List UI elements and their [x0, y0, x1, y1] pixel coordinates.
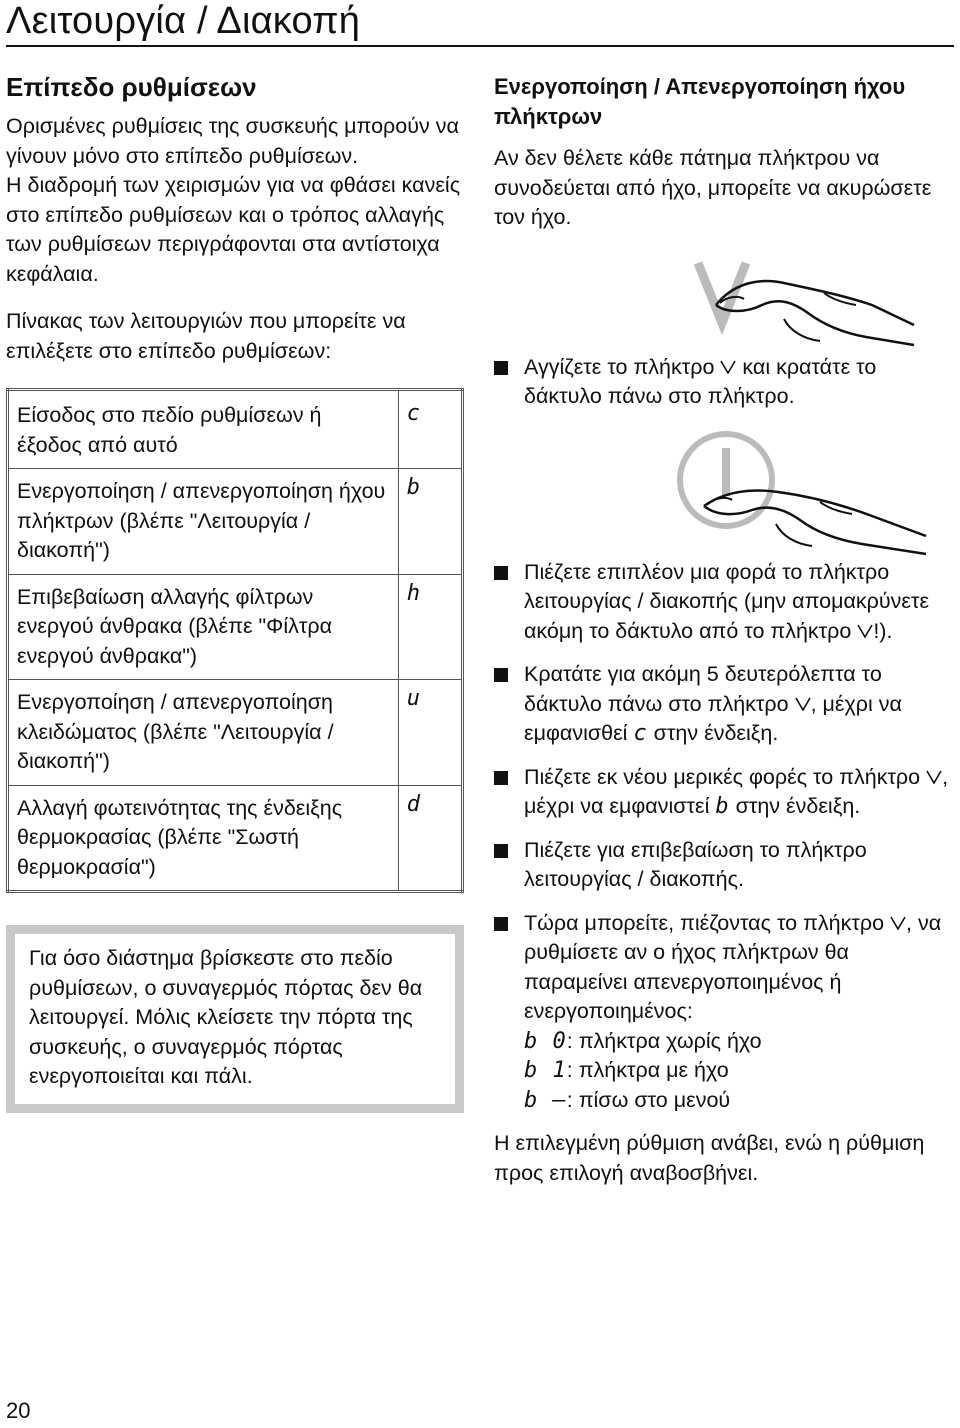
door-alarm-note: Για όσο διάστημα βρίσκεστε στο πεδίο ρυθμίσεων, ο συναγερμός πόρτας δεν θα λειτουργεί. Μόλις κλείσετε την πόρτα της συσκευής, ο συναγερμός πόρτας ενεργοποιείται και πάλι. — [6, 925, 464, 1113]
down-key-icon — [890, 916, 906, 930]
display-code: h — [406, 580, 421, 606]
right-column — [494, 72, 956, 1188]
down-key-icon — [926, 770, 942, 784]
table-cell-code — [398, 469, 462, 575]
list-item: Τώρα μπορείτε, πιέζοντας το πλήκτρο , να ρυθμίσετε αν ο ήχος πλήκτρων θα παραμείνει απενεργοποιημένος ή ενεργοποιημένος: b 0: πλήκτρα χωρίς ήχο b 1: πλήκτρα με ήχο b –: πίσω στο μενού — [494, 909, 956, 1116]
table-cell-description: Αλλαγή φωτεινότητας της ένδειξης θερμοκρασίας (βλέπε "Σωστή θερμοκρασία") — [8, 785, 399, 892]
left-column — [6, 70, 466, 1113]
table-row — [8, 390, 463, 469]
table-row — [8, 680, 463, 786]
bullet-square-icon — [494, 566, 508, 580]
table-caption: Πίνακας των λειτουργιών που μπορείτε να επιλέξετε στο επίπεδο ρυθμίσεων: — [6, 309, 406, 363]
display-code: b — [715, 794, 730, 819]
table-cell-description: Επιβεβαίωση αλλαγής φίλτρων ενεργού άνθρακα (βλέπε "Φίλτρα ενεργού άνθρακα") — [8, 574, 399, 680]
table-row — [8, 469, 463, 575]
bullet-square-icon — [494, 361, 508, 375]
table-cell-code — [398, 574, 462, 680]
list-item: Κρατάτε για ακόμη 5 δευτερόλεπτα το δάκτυλο πάνω στο πλήκτρο , μέχρι να εμφανισθεί c στην ένδειξη. — [494, 660, 956, 749]
display-code: c — [633, 721, 648, 746]
down-key-icon — [857, 624, 873, 638]
table-cell-description: Ενεργοποίηση / απενεργοποίηση κλειδώματος (βλέπε "Λειτουργία / διακοπή") — [8, 680, 399, 786]
key-tone-intro: Αν δεν θέλετε κάθε πάτημα πλήκτρου να συνοδεύεται από ήχο, μπορείτε να ακυρώσετε τον ήχο. — [494, 146, 932, 229]
list-item: Πιέζετε για επιβεβαίωση το πλήκτρο λειτουργίας / διακοπής. — [494, 836, 956, 895]
settings-level-heading: Επίπεδο ρυθμίσεων — [6, 72, 257, 102]
table-cell-description: Ενεργοποίηση / απενεργοποίηση ήχου πλήκτρων (βλέπε "Λειτουργία / διακοπή") — [8, 469, 399, 575]
finger-on-down-key-illustration — [494, 233, 954, 353]
table-cell-code — [398, 785, 462, 892]
display-code: c — [406, 401, 421, 426]
table-row — [8, 785, 463, 892]
bullet-square-icon — [494, 917, 508, 931]
page-number: 20 — [6, 1398, 31, 1423]
display-code: u — [406, 686, 421, 711]
settings-table — [6, 388, 464, 893]
steps-list-continued — [494, 558, 956, 1116]
bullet-square-icon — [494, 844, 508, 858]
bullet-square-icon — [494, 771, 508, 785]
down-key-icon — [795, 697, 811, 711]
finger-on-power-key-illustration — [494, 426, 954, 558]
procedure-paragraph: Η διαδρομή των χειρισμών για να φθάσει κανείς στο επίπεδο ρυθμίσεων και ο τρόπος αλλαγής των ρυθμίσεων περιγράφονται στα αντίστοιχα κεφάλαια. — [6, 173, 461, 286]
steps-list — [494, 353, 956, 412]
key-tone-heading: Ενεργοποίηση / Απενεργοποίηση ήχου πλήκτρων — [494, 74, 906, 129]
option-label: : πίσω στο μενού — [566, 1087, 731, 1112]
table-cell-description: Είσοδος στο πεδίο ρυθμίσεων ή έξοδος από αυτό — [8, 390, 399, 469]
display-code: d — [406, 791, 421, 817]
display-code: b — [406, 475, 421, 500]
list-item: Πιέζετε εκ νέου μερικές φορές το πλήκτρο , μέχρι να εμφανιστεί b στην ένδειξη. — [494, 763, 956, 822]
table-cell-code — [398, 390, 462, 469]
closing-paragraph: Η επιλεγμένη ρύθμιση ανάβει, ενώ η ρύθμιση προς επιλογή αναβοσβήνει. — [494, 1131, 925, 1185]
list-item: Αγγίζετε το πλήκτρο και κρατάτε το δάκτυλο πάνω στο πλήκτρο. — [494, 353, 956, 412]
option-label: : πλήκτρα χωρίς ήχο — [566, 1028, 762, 1053]
page-header — [6, 0, 954, 47]
display-code: b 1 — [524, 1058, 567, 1083]
list-item: Πιέζετε επιπλέον μια φορά το πλήκτρο λειτουργίας / διακοπής (μην απομακρύνετε ακόμη το δάκτυλο από το πλήκτρο !). — [494, 558, 956, 647]
page-title: Λειτουργία / Διακοπή — [6, 0, 361, 42]
intro-paragraph: Ορισμένες ρυθμίσεις της συσκευής μπορούν να γίνουν μόνο στο επίπεδο ρυθμίσεων. — [6, 114, 459, 168]
down-key-icon — [720, 360, 736, 374]
display-code: b – — [524, 1087, 567, 1113]
table-cell-code — [398, 680, 462, 786]
display-code: b 0 — [524, 1028, 567, 1054]
table-row — [8, 574, 463, 680]
option-label: : πλήκτρα με ήχο — [566, 1058, 729, 1082]
bullet-square-icon — [494, 668, 508, 682]
